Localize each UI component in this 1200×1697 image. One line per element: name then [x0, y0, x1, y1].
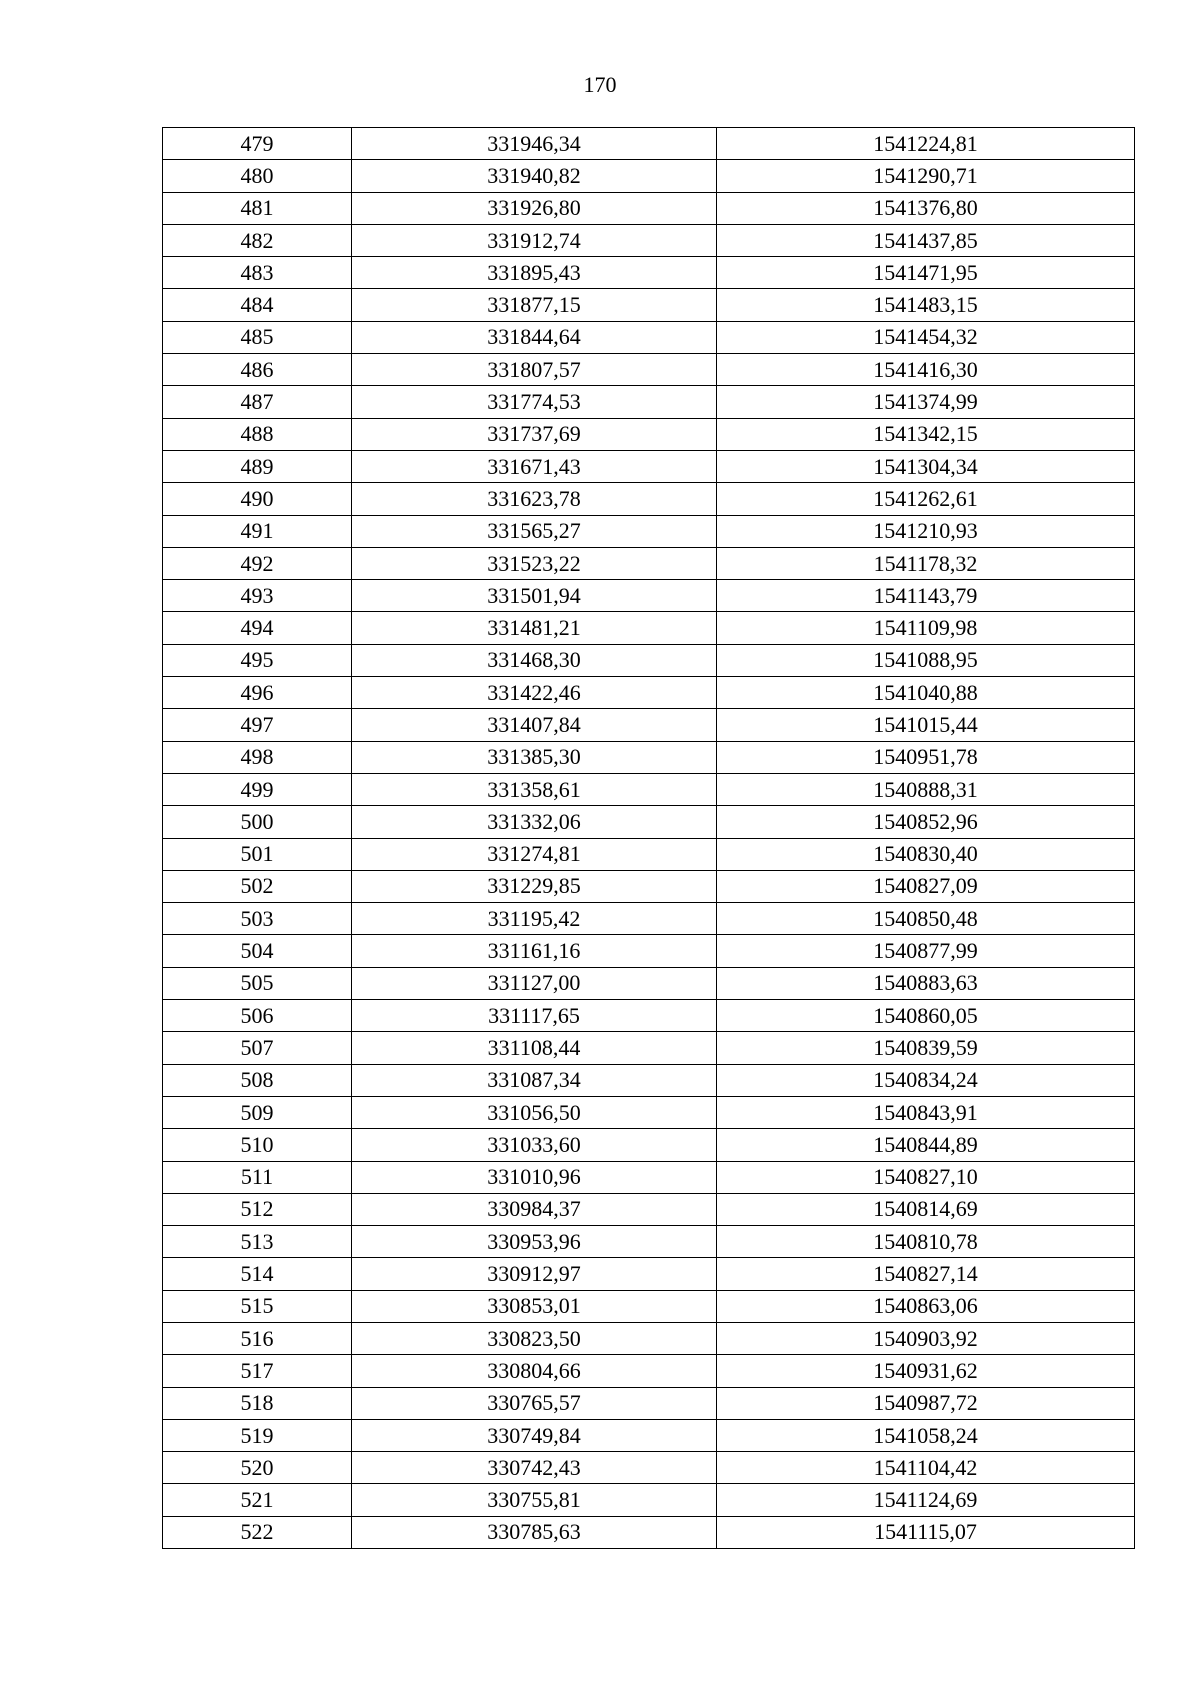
table-row [163, 1258, 1135, 1290]
x-coordinate-cell: 331774,53 [352, 386, 717, 418]
x-coordinate-cell: 331229,85 [352, 870, 717, 902]
x-coordinate-cell: 331671,43 [352, 450, 717, 482]
table-row [163, 224, 1135, 256]
table-row [163, 450, 1135, 482]
x-coordinate-cell: 331274,81 [352, 838, 717, 870]
point-number-cell: 519 [163, 1419, 352, 1451]
table-row [163, 289, 1135, 321]
table-row [163, 612, 1135, 644]
y-coordinate-cell: 1541374,99 [717, 386, 1135, 418]
table-row [163, 386, 1135, 418]
y-coordinate-cell: 1540844,89 [717, 1129, 1135, 1161]
x-coordinate-cell: 331358,61 [352, 773, 717, 805]
y-coordinate-cell: 1540827,09 [717, 870, 1135, 902]
table-row [163, 644, 1135, 676]
point-number-cell: 487 [163, 386, 352, 418]
x-coordinate-cell: 331332,06 [352, 806, 717, 838]
x-coordinate-cell: 331010,96 [352, 1161, 717, 1193]
point-number-cell: 479 [163, 128, 352, 160]
x-coordinate-cell: 330953,96 [352, 1226, 717, 1258]
x-coordinate-cell: 330785,63 [352, 1516, 717, 1548]
y-coordinate-cell: 1541416,30 [717, 354, 1135, 386]
point-number-cell: 518 [163, 1387, 352, 1419]
point-number-cell: 513 [163, 1226, 352, 1258]
point-number-cell: 503 [163, 903, 352, 935]
table-row [163, 838, 1135, 870]
point-number-cell: 489 [163, 450, 352, 482]
point-number-cell: 507 [163, 1032, 352, 1064]
point-number-cell: 484 [163, 289, 352, 321]
table-row [163, 1064, 1135, 1096]
point-number-cell: 505 [163, 967, 352, 999]
y-coordinate-cell: 1541040,88 [717, 677, 1135, 709]
point-number-cell: 480 [163, 160, 352, 192]
point-number-cell: 510 [163, 1129, 352, 1161]
point-number-cell: 502 [163, 870, 352, 902]
x-coordinate-cell: 330984,37 [352, 1193, 717, 1225]
x-coordinate-cell: 331385,30 [352, 741, 717, 773]
y-coordinate-cell: 1541304,34 [717, 450, 1135, 482]
point-number-cell: 486 [163, 354, 352, 386]
x-coordinate-cell: 331523,22 [352, 547, 717, 579]
y-coordinate-cell: 1541124,69 [717, 1484, 1135, 1516]
y-coordinate-cell: 1541437,85 [717, 224, 1135, 256]
x-coordinate-cell: 331940,82 [352, 160, 717, 192]
table-row [163, 870, 1135, 902]
table-row [163, 257, 1135, 289]
table-row [163, 1419, 1135, 1451]
coordinates-table-body [163, 128, 1135, 1549]
table-row [163, 967, 1135, 999]
x-coordinate-cell: 330804,66 [352, 1355, 717, 1387]
table-row [163, 935, 1135, 967]
y-coordinate-cell: 1540834,24 [717, 1064, 1135, 1096]
point-number-cell: 496 [163, 677, 352, 709]
table-row [163, 709, 1135, 741]
point-number-cell: 506 [163, 1000, 352, 1032]
table-row [163, 903, 1135, 935]
point-number-cell: 511 [163, 1161, 352, 1193]
y-coordinate-cell: 1541088,95 [717, 644, 1135, 676]
table-row [163, 1322, 1135, 1354]
x-coordinate-cell: 330823,50 [352, 1322, 717, 1354]
point-number-cell: 492 [163, 547, 352, 579]
point-number-cell: 522 [163, 1516, 352, 1548]
y-coordinate-cell: 1540830,40 [717, 838, 1135, 870]
x-coordinate-cell: 331161,16 [352, 935, 717, 967]
y-coordinate-cell: 1540888,31 [717, 773, 1135, 805]
point-number-cell: 521 [163, 1484, 352, 1516]
point-number-cell: 481 [163, 192, 352, 224]
y-coordinate-cell: 1540827,10 [717, 1161, 1135, 1193]
table-row [163, 1290, 1135, 1322]
x-coordinate-cell: 331623,78 [352, 483, 717, 515]
x-coordinate-cell: 331127,00 [352, 967, 717, 999]
point-number-cell: 514 [163, 1258, 352, 1290]
table-row [163, 1096, 1135, 1128]
y-coordinate-cell: 1540852,96 [717, 806, 1135, 838]
x-coordinate-cell: 331877,15 [352, 289, 717, 321]
table-row [163, 418, 1135, 450]
table-row [163, 1161, 1135, 1193]
table-row [163, 1129, 1135, 1161]
coordinates-table [162, 127, 1135, 1549]
y-coordinate-cell: 1541109,98 [717, 612, 1135, 644]
x-coordinate-cell: 331108,44 [352, 1032, 717, 1064]
point-number-cell: 512 [163, 1193, 352, 1225]
y-coordinate-cell: 1540850,48 [717, 903, 1135, 935]
point-number-cell: 517 [163, 1355, 352, 1387]
y-coordinate-cell: 1541104,42 [717, 1452, 1135, 1484]
y-coordinate-cell: 1541210,93 [717, 515, 1135, 547]
x-coordinate-cell: 331926,80 [352, 192, 717, 224]
table-row [163, 1516, 1135, 1548]
y-coordinate-cell: 1540839,59 [717, 1032, 1135, 1064]
table-row [163, 677, 1135, 709]
x-coordinate-cell: 330755,81 [352, 1484, 717, 1516]
x-coordinate-cell: 331807,57 [352, 354, 717, 386]
table-row [163, 1226, 1135, 1258]
x-coordinate-cell: 331737,69 [352, 418, 717, 450]
x-coordinate-cell: 331895,43 [352, 257, 717, 289]
table-row [163, 1452, 1135, 1484]
table-row [163, 1484, 1135, 1516]
table-row [163, 1193, 1135, 1225]
x-coordinate-cell: 330749,84 [352, 1419, 717, 1451]
x-coordinate-cell: 331565,27 [352, 515, 717, 547]
y-coordinate-cell: 1541290,71 [717, 160, 1135, 192]
point-number-cell: 485 [163, 321, 352, 353]
x-coordinate-cell: 331468,30 [352, 644, 717, 676]
table-row [163, 192, 1135, 224]
y-coordinate-cell: 1541058,24 [717, 1419, 1135, 1451]
point-number-cell: 494 [163, 612, 352, 644]
y-coordinate-cell: 1541454,32 [717, 321, 1135, 353]
x-coordinate-cell: 330742,43 [352, 1452, 717, 1484]
y-coordinate-cell: 1540810,78 [717, 1226, 1135, 1258]
x-coordinate-cell: 331195,42 [352, 903, 717, 935]
x-coordinate-cell: 331407,84 [352, 709, 717, 741]
y-coordinate-cell: 1541178,32 [717, 547, 1135, 579]
x-coordinate-cell: 331117,65 [352, 1000, 717, 1032]
table-row [163, 1387, 1135, 1419]
x-coordinate-cell: 331946,34 [352, 128, 717, 160]
point-number-cell: 515 [163, 1290, 352, 1322]
y-coordinate-cell: 1540843,91 [717, 1096, 1135, 1128]
y-coordinate-cell: 1541015,44 [717, 709, 1135, 741]
x-coordinate-cell: 330912,97 [352, 1258, 717, 1290]
point-number-cell: 488 [163, 418, 352, 450]
x-coordinate-cell: 331422,46 [352, 677, 717, 709]
y-coordinate-cell: 1541115,07 [717, 1516, 1135, 1548]
table-row [163, 773, 1135, 805]
table-row [163, 321, 1135, 353]
y-coordinate-cell: 1540931,62 [717, 1355, 1135, 1387]
table-row [163, 547, 1135, 579]
x-coordinate-cell: 331056,50 [352, 1096, 717, 1128]
point-number-cell: 501 [163, 838, 352, 870]
table-row [163, 515, 1135, 547]
table-row [163, 128, 1135, 160]
table-row [163, 354, 1135, 386]
table-row [163, 806, 1135, 838]
point-number-cell: 482 [163, 224, 352, 256]
table-row [163, 741, 1135, 773]
table-row [163, 483, 1135, 515]
point-number-cell: 509 [163, 1096, 352, 1128]
y-coordinate-cell: 1541224,81 [717, 128, 1135, 160]
point-number-cell: 508 [163, 1064, 352, 1096]
y-coordinate-cell: 1541342,15 [717, 418, 1135, 450]
table-row [163, 160, 1135, 192]
point-number-cell: 499 [163, 773, 352, 805]
y-coordinate-cell: 1541471,95 [717, 257, 1135, 289]
point-number-cell: 490 [163, 483, 352, 515]
point-number-cell: 504 [163, 935, 352, 967]
point-number-cell: 520 [163, 1452, 352, 1484]
x-coordinate-cell: 331033,60 [352, 1129, 717, 1161]
x-coordinate-cell: 330765,57 [352, 1387, 717, 1419]
y-coordinate-cell: 1541262,61 [717, 483, 1135, 515]
point-number-cell: 497 [163, 709, 352, 741]
point-number-cell: 483 [163, 257, 352, 289]
x-coordinate-cell: 330853,01 [352, 1290, 717, 1322]
y-coordinate-cell: 1541483,15 [717, 289, 1135, 321]
x-coordinate-cell: 331481,21 [352, 612, 717, 644]
y-coordinate-cell: 1540903,92 [717, 1322, 1135, 1354]
table-row [163, 580, 1135, 612]
y-coordinate-cell: 1540877,99 [717, 935, 1135, 967]
y-coordinate-cell: 1540860,05 [717, 1000, 1135, 1032]
page-number: 170 [583, 72, 617, 97]
x-coordinate-cell: 331912,74 [352, 224, 717, 256]
table-row [163, 1000, 1135, 1032]
y-coordinate-cell: 1540863,06 [717, 1290, 1135, 1322]
y-coordinate-cell: 1541376,80 [717, 192, 1135, 224]
y-coordinate-cell: 1541143,79 [717, 580, 1135, 612]
y-coordinate-cell: 1540827,14 [717, 1258, 1135, 1290]
y-coordinate-cell: 1540951,78 [717, 741, 1135, 773]
point-number-cell: 493 [163, 580, 352, 612]
x-coordinate-cell: 331844,64 [352, 321, 717, 353]
y-coordinate-cell: 1540814,69 [717, 1193, 1135, 1225]
x-coordinate-cell: 331501,94 [352, 580, 717, 612]
point-number-cell: 491 [163, 515, 352, 547]
y-coordinate-cell: 1540987,72 [717, 1387, 1135, 1419]
x-coordinate-cell: 331087,34 [352, 1064, 717, 1096]
point-number-cell: 516 [163, 1322, 352, 1354]
table-row [163, 1355, 1135, 1387]
y-coordinate-cell: 1540883,63 [717, 967, 1135, 999]
point-number-cell: 495 [163, 644, 352, 676]
point-number-cell: 498 [163, 741, 352, 773]
table-row [163, 1032, 1135, 1064]
point-number-cell: 500 [163, 806, 352, 838]
